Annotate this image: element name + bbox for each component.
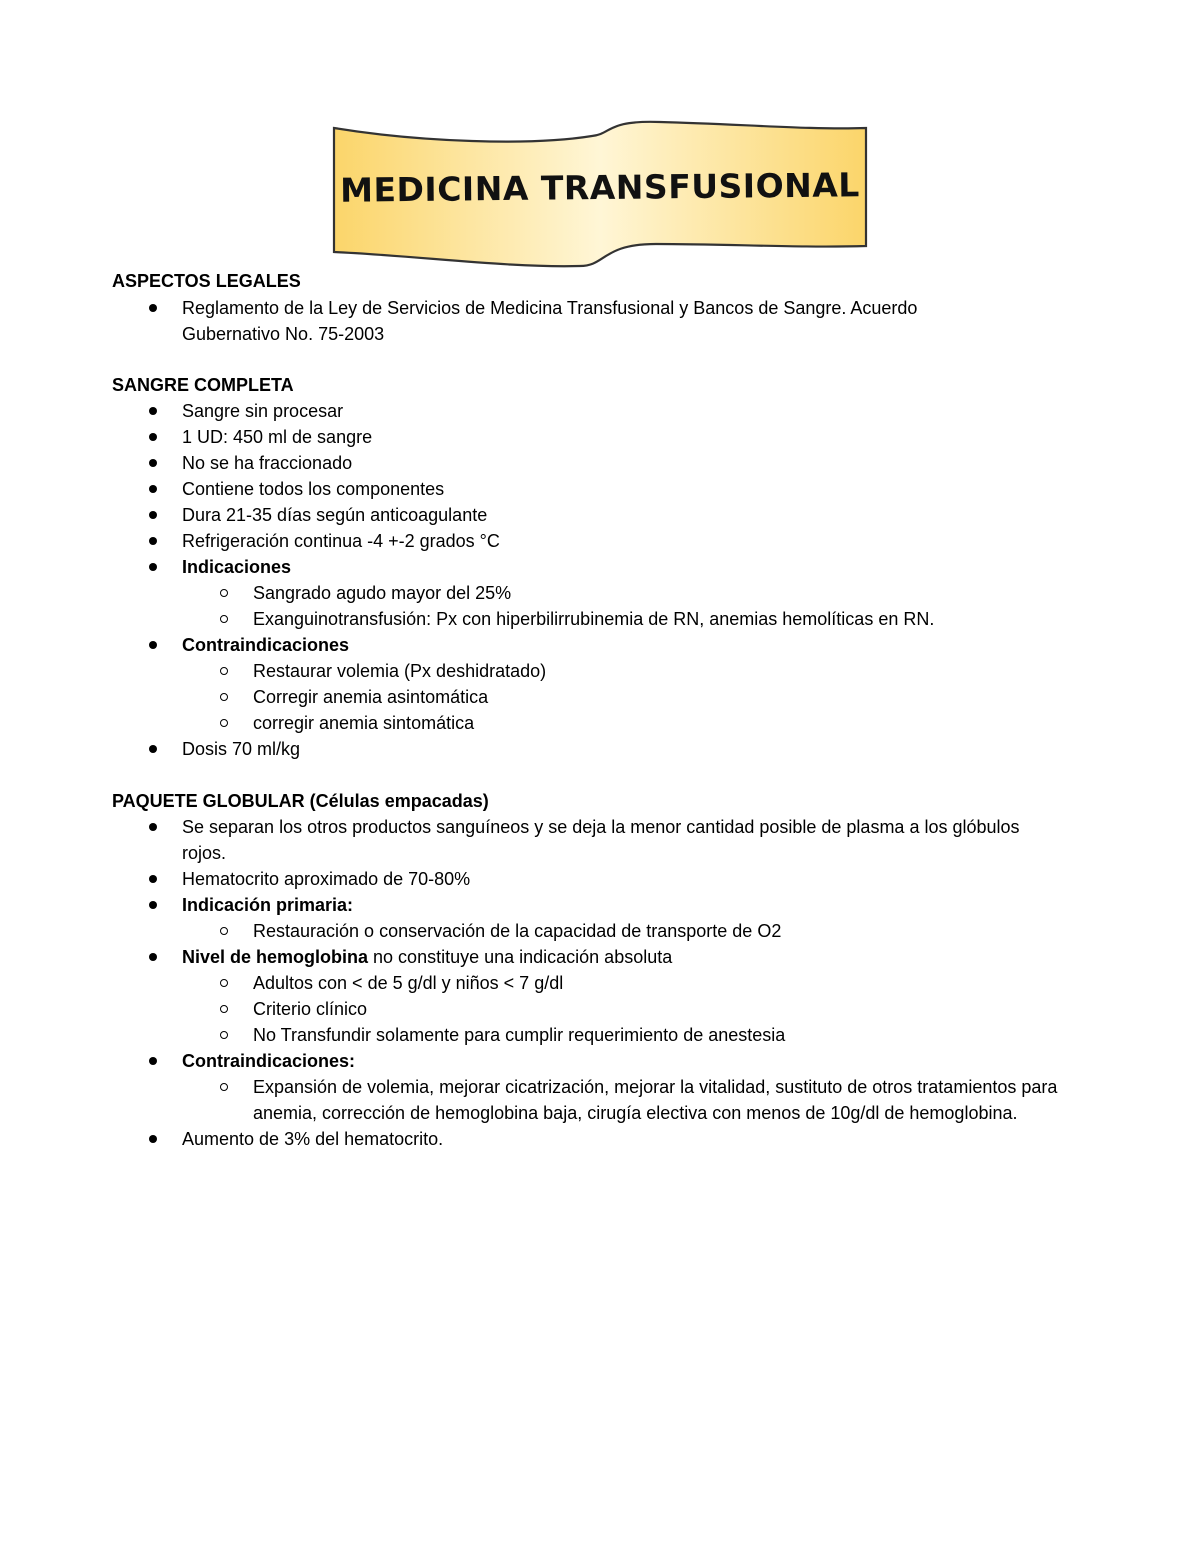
- sub-list-item: Criterio clínico: [112, 996, 1102, 1022]
- section-title-sangre-completa: SANGRE COMPLETA: [112, 375, 294, 395]
- bullet-icon: [149, 875, 157, 883]
- list-item: Dosis 70 ml/kg: [112, 736, 1102, 762]
- list-aspectos-legales: [112, 295, 1102, 347]
- bullet-icon: [149, 459, 157, 467]
- bullet-icon: [149, 563, 157, 571]
- circle-bullet-icon: [220, 1083, 228, 1091]
- circle-bullet-icon: [220, 693, 228, 701]
- circle-bullet-icon: [220, 615, 228, 623]
- list-item: 1 UD: 450 ml de sangre: [112, 424, 1102, 450]
- list-item-contraindicaciones: Contraindicaciones: [112, 632, 1102, 658]
- banner-title: MEDICINA TRANSFUSIONAL: [339, 165, 861, 210]
- list-item: Dura 21-35 días según anticoagulante: [112, 502, 1102, 528]
- bullet-icon: [149, 1057, 157, 1065]
- list-paquete-globular: [112, 814, 1102, 1152]
- list-sangre-completa: [112, 398, 1102, 762]
- circle-bullet-icon: [220, 1031, 228, 1039]
- bullet-icon: [149, 407, 157, 415]
- bullet-icon: [149, 485, 157, 493]
- title-banner: [330, 116, 870, 268]
- circle-bullet-icon: [220, 927, 228, 935]
- sub-list-item: Expansión de volemia, mejorar cicatrización, mejorar la vitalidad, sustituto de otros tratamientos para anemia, corrección de hemoglobina baja, cirugía electiva con menos de 10g/dl de hemoglobina.: [112, 1074, 1102, 1126]
- bullet-icon: [149, 823, 157, 831]
- circle-bullet-icon: [220, 1005, 228, 1013]
- list-item-indicaciones: Indicaciones: [112, 554, 1102, 580]
- sub-list-item: Restauración o conservación de la capacidad de transporte de O2: [112, 918, 1102, 944]
- bullet-icon: [149, 745, 157, 753]
- section-title-aspectos-legales: ASPECTOS LEGALES: [112, 271, 301, 291]
- list-item: Se separan los otros productos sanguíneos y se deja la menor cantidad posible de plasma a los glóbulos rojos.: [112, 814, 1102, 866]
- list-item: Aumento de 3% del hematocrito.: [112, 1126, 1102, 1152]
- list-item: Refrigeración continua -4 +-2 grados °C: [112, 528, 1102, 554]
- list-item: No se ha fraccionado: [112, 450, 1102, 476]
- list-item: Hematocrito aproximado de 70-80%: [112, 866, 1102, 892]
- bullet-icon: [149, 537, 157, 545]
- bullet-icon: [149, 641, 157, 649]
- list-item: Contiene todos los componentes: [112, 476, 1102, 502]
- bullet-icon: [149, 901, 157, 909]
- sub-list-item: Adultos con < de 5 g/dl y niños < 7 g/dl: [112, 970, 1102, 996]
- sub-list-item: Exanguinotransfusión: Px con hiperbilirrubinemia de RN, anemias hemolíticas en RN.: [112, 606, 1102, 632]
- bullet-icon: [149, 511, 157, 519]
- section-title-paquete-globular: PAQUETE GLOBULAR (Células empacadas): [112, 791, 489, 811]
- circle-bullet-icon: [220, 589, 228, 597]
- circle-bullet-icon: [220, 719, 228, 727]
- bullet-icon: [149, 953, 157, 961]
- sub-list-item: corregir anemia sintomática: [112, 710, 1102, 736]
- sub-list-item: Corregir anemia asintomática: [112, 684, 1102, 710]
- circle-bullet-icon: [220, 979, 228, 987]
- circle-bullet-icon: [220, 667, 228, 675]
- sub-list-item: No Transfundir solamente para cumplir requerimiento de anestesia: [112, 1022, 1102, 1048]
- bullet-icon: [149, 433, 157, 441]
- sub-list-item: Sangrado agudo mayor del 25%: [112, 580, 1102, 606]
- list-item: Sangre sin procesar: [112, 398, 1102, 424]
- bullet-icon: [149, 1135, 157, 1143]
- list-item-indicacion-primaria: Indicación primaria:: [112, 892, 1102, 918]
- list-item-nivel-hemoglobina: Nivel de hemoglobina no constituye una indicación absoluta: [112, 944, 1102, 970]
- list-item-contraindicaciones: Contraindicaciones:: [112, 1048, 1102, 1074]
- list-item: Reglamento de la Ley de Servicios de Medicina Transfusional y Bancos de Sangre. Acuerdo Gubernativo No. 75-2003: [112, 295, 1102, 347]
- bullet-icon: [149, 304, 157, 312]
- sub-list-item: Restaurar volemia (Px deshidratado): [112, 658, 1102, 684]
